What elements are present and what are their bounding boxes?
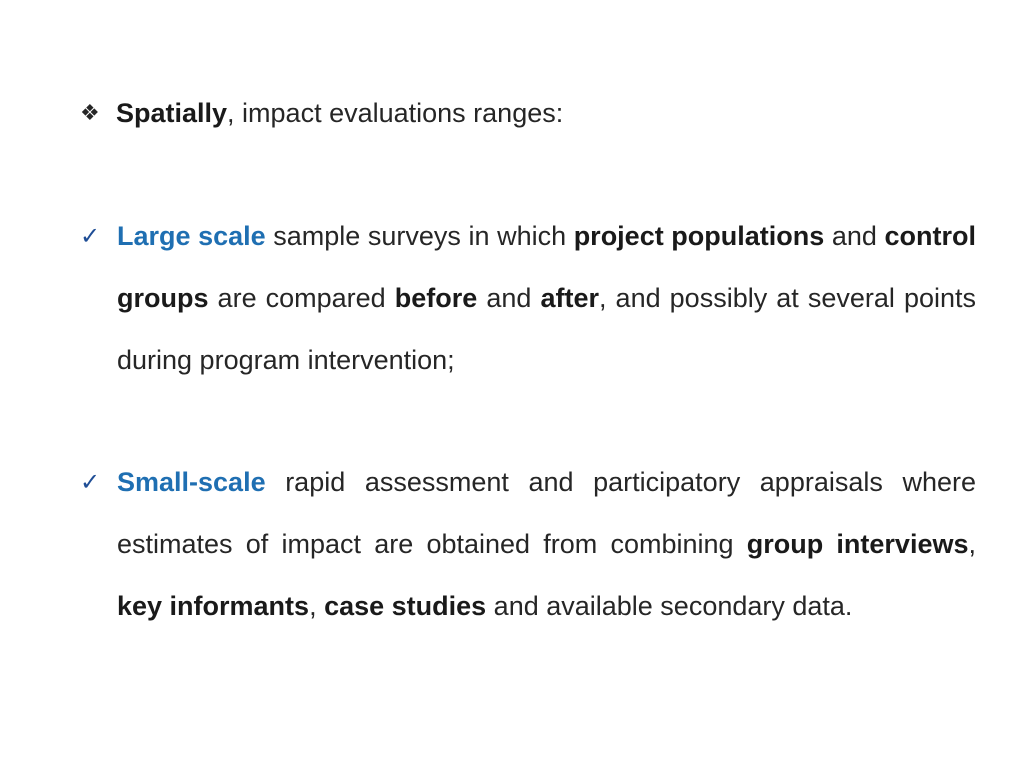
heading-text: , impact evaluations ranges: [227,98,564,128]
text-run: , [968,529,976,559]
bold-term: key informants [117,591,310,621]
accent-term: Large scale [117,221,266,251]
text-run: , and possibly at several points during program intervention; [117,283,976,375]
text-run: sample surveys in which [265,221,574,251]
text-run: and available secondary data. [486,591,853,621]
bold-term: control groups [117,221,976,313]
bold-term: after [540,283,599,313]
bullet-paragraph [117,205,976,391]
text-run: and [477,283,541,313]
text-run: are compared [208,283,395,313]
bullet-item-large-scale [80,205,976,391]
accent-term: Small-scale [117,467,266,497]
heading-bold-term: Spatially [116,98,228,128]
text-run: and [824,221,885,251]
checkmark-icon: ✓ [80,468,101,496]
bold-term: group interviews [746,529,969,559]
bold-term: before [394,283,478,313]
bullet-item-small-scale [80,451,976,637]
bold-term: project populations [573,221,825,251]
text-run: , [309,591,325,621]
bullet-paragraph [117,451,976,637]
heading-line [80,94,563,132]
text-run: rapid assessment and participatory appraisals where estimates of impact are obtained from combining [117,467,976,559]
checkmark-icon: ✓ [80,222,101,250]
bold-term: case studies [324,591,487,621]
diamond-bullet-icon: ❖ [80,100,100,125]
